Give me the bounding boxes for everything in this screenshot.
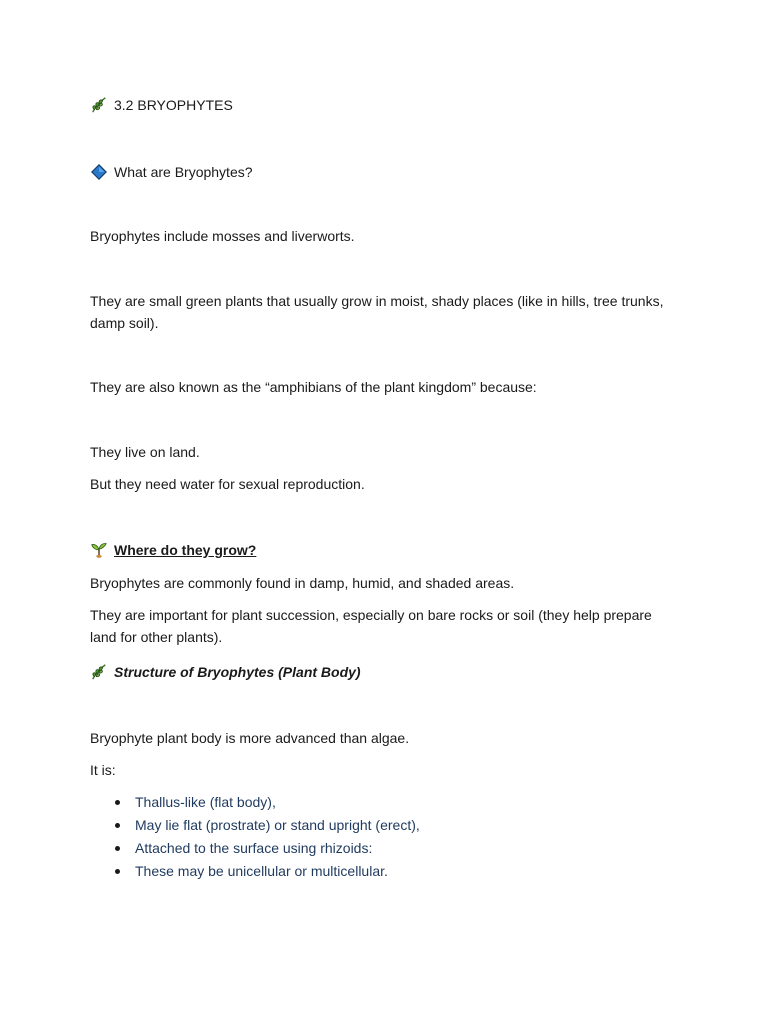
blue-diamond-icon bbox=[90, 163, 108, 181]
structure-heading bbox=[90, 661, 680, 683]
paragraph: But they need water for sexual reproduction. bbox=[90, 476, 365, 492]
paragraph: It is: bbox=[90, 762, 116, 778]
paragraph: They are important for plant succession, especially on bare rocks or soil (they help prepare land for other plants). bbox=[90, 607, 652, 645]
paragraph: Bryophytes are commonly found in damp, humid, and shaded areas. bbox=[90, 575, 515, 591]
paragraph: They live on land. bbox=[90, 444, 200, 460]
structure-heading-text: Structure of Bryophytes (Plant Body) bbox=[114, 664, 361, 680]
list-item: Attached to the surface using rhizoids: bbox=[135, 837, 695, 860]
paragraph: Bryophytes include mosses and liverworts. bbox=[90, 228, 355, 244]
paragraph: They are small green plants that usually grow in moist, shady places (like in hills, tree trunks, damp soil). bbox=[90, 293, 664, 331]
grow-heading bbox=[90, 539, 680, 561]
seedling-icon bbox=[90, 541, 108, 559]
section-title bbox=[90, 94, 680, 116]
list-item: May lie flat (prostrate) or stand upright (erect), bbox=[135, 814, 695, 837]
subsection-heading-text: What are Bryophytes? bbox=[114, 164, 253, 180]
paragraph: Bryophyte plant body is more advanced than algae. bbox=[90, 730, 410, 746]
list-item: Thallus-like (flat body), bbox=[135, 791, 695, 814]
list-item: These may be unicellular or multicellular. bbox=[135, 860, 695, 883]
subsection-heading bbox=[90, 161, 680, 183]
leaf-icon bbox=[90, 663, 108, 681]
bullet-list bbox=[90, 791, 695, 883]
grow-heading-text: Where do they grow? bbox=[114, 542, 257, 558]
leaf-icon bbox=[90, 96, 108, 114]
section-title-text: 3.2 BRYOPHYTES bbox=[114, 97, 233, 113]
paragraph: They are also known as the “amphibians of the plant kingdom” because: bbox=[90, 379, 537, 395]
